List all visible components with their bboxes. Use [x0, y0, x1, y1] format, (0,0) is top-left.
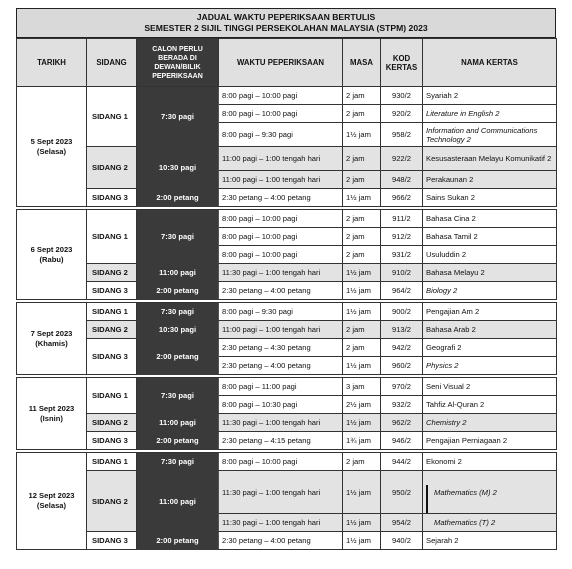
paper-name: Mathematics (T) 2: [434, 518, 496, 527]
arrival-time-cell: 11:00 pagi: [137, 264, 219, 282]
paper-code-cell: 950/2: [381, 471, 423, 514]
paper-name-cell: [423, 357, 557, 375]
paper-code-cell: 913/2: [381, 321, 423, 339]
exam-time-cell: 2:30 petang – 4:15 petang: [219, 432, 343, 450]
paper-code-cell: 970/2: [381, 378, 423, 396]
table-row: [17, 147, 557, 171]
session-cell: SIDANG 3: [87, 339, 137, 375]
paper-code-cell: 962/2: [381, 414, 423, 432]
header-calon: CALON PERLU BERADA DI DEWAN/BILIK PEPERIKSAAN: [137, 39, 219, 87]
paper-name-cell: [423, 303, 557, 321]
paper-code-cell: 910/2: [381, 264, 423, 282]
exam-date: 5 Sept 2023: [30, 136, 73, 146]
session-cell: SIDANG 1: [87, 210, 137, 264]
table-row: [17, 282, 557, 300]
table-row: [17, 189, 557, 207]
paper-name-cell: [423, 378, 557, 396]
timetable-table: [16, 38, 557, 550]
exam-day: (Isnin): [40, 413, 63, 423]
paper-name: Bahasa Arab 2: [426, 325, 476, 334]
arrival-time-cell: 10:30 pagi: [137, 147, 219, 189]
session-cell: SIDANG 2: [87, 471, 137, 532]
exam-time-cell: 2:30 petang – 4:30 petang: [219, 339, 343, 357]
arrival-time-cell: 2:00 petang: [137, 532, 219, 550]
header-nama: NAMA KERTAS: [423, 39, 557, 87]
duration-cell: 2 jam: [343, 228, 381, 246]
table-row: [17, 339, 557, 357]
paper-code-cell: 932/2: [381, 396, 423, 414]
date-cell: [17, 87, 87, 207]
paper-code-cell: 944/2: [381, 453, 423, 471]
session-cell: SIDANG 2: [87, 321, 137, 339]
paper-name-cell: [423, 210, 557, 228]
duration-cell: 1½ jam: [343, 357, 381, 375]
paper-name-cell: [423, 228, 557, 246]
paper-code-cell: 900/2: [381, 303, 423, 321]
exam-time-cell: 8:00 pagi – 9:30 pagi: [219, 123, 343, 147]
exam-time-cell: 8:00 pagi – 9:30 pagi: [219, 303, 343, 321]
paper-code-cell: 911/2: [381, 210, 423, 228]
exam-date: 11 Sept 2023: [28, 403, 75, 413]
timetable-title: [16, 8, 556, 38]
duration-cell: 1¾ jam: [343, 432, 381, 450]
session-cell: SIDANG 3: [87, 189, 137, 207]
paper-name-cell: [423, 189, 557, 207]
header-sidang: SIDANG: [87, 39, 137, 87]
paper-name-cell: [423, 339, 557, 357]
header-tarikh: TARIKH: [17, 39, 87, 87]
duration-cell: 2 jam: [343, 210, 381, 228]
paper-code-cell: 948/2: [381, 171, 423, 189]
paper-name-cell: [423, 147, 557, 171]
title-line-2: SEMESTER 2 SIJIL TINGGI PERSEKOLAHAN MALAYSIA (STPM) 2023: [144, 23, 428, 33]
table-row: [17, 432, 557, 450]
table-row: [17, 378, 557, 396]
duration-cell: 1½ jam: [343, 414, 381, 432]
paper-name: Seni Visual 2: [426, 382, 471, 391]
arrival-time-cell: 7:30 pagi: [137, 210, 219, 264]
exam-time-cell: 8:00 pagi – 10:00 pagi: [219, 105, 343, 123]
duration-cell: 1½ jam: [343, 264, 381, 282]
arrival-time-cell: 7:30 pagi: [137, 453, 219, 471]
paper-name-wrap: [426, 471, 553, 513]
table-row: [17, 87, 557, 105]
session-cell: SIDANG 2: [87, 414, 137, 432]
paper-code-cell: 946/2: [381, 432, 423, 450]
arrival-time-cell: 11:00 pagi: [137, 471, 219, 532]
paper-name-cell: [423, 514, 557, 532]
paper-name: Pengajian Am 2: [426, 307, 480, 316]
session-cell: SIDANG 1: [87, 378, 137, 414]
exam-time-cell: 11:00 pagi – 1:00 tengah hari: [219, 171, 343, 189]
duration-cell: 2 jam: [343, 453, 381, 471]
date-cell: [17, 210, 87, 300]
paper-name: Physics 2: [426, 361, 459, 370]
exam-date: 7 Sept 2023: [30, 328, 73, 338]
session-cell: SIDANG 3: [87, 432, 137, 450]
arrival-time-cell: 11:00 pagi: [137, 414, 219, 432]
duration-cell: 2 jam: [343, 105, 381, 123]
exam-day: (Khamis): [35, 338, 68, 348]
paper-name-cell: [423, 105, 557, 123]
exam-time-cell: 8:00 pagi – 10:00 pagi: [219, 453, 343, 471]
date-cell: [17, 378, 87, 450]
paper-name: Perakaunan 2: [426, 175, 474, 184]
paper-name-cell: [423, 246, 557, 264]
exam-time-cell: 8:00 pagi – 10:30 pagi: [219, 396, 343, 414]
paper-name-cell: [423, 87, 557, 105]
header-waktu: WAKTU PEPERIKSAAN: [219, 39, 343, 87]
paper-name: Chemistry 2: [426, 418, 467, 427]
duration-cell: 3 jam: [343, 378, 381, 396]
paper-name-cell: [423, 414, 557, 432]
date-cell: [17, 303, 87, 375]
exam-time-cell: 11:30 pagi – 1:00 tengah hari: [219, 264, 343, 282]
session-cell: SIDANG 3: [87, 532, 137, 550]
duration-cell: 2½ jam: [343, 396, 381, 414]
paper-name: Syariah 2: [426, 91, 459, 100]
exam-day: (Rabu): [39, 254, 64, 264]
exam-day: (Selasa): [36, 501, 67, 510]
arrival-time-cell: 2:00 petang: [137, 432, 219, 450]
exam-time-cell: 2:30 petang – 4:00 petang: [219, 189, 343, 207]
duration-cell: 1½ jam: [343, 282, 381, 300]
exam-timetable: [16, 8, 556, 550]
exam-time-cell: 2:30 petang – 4:00 petang: [219, 357, 343, 375]
paper-name: Sejarah 2: [426, 536, 459, 545]
duration-cell: 2 jam: [343, 321, 381, 339]
header-row: [17, 39, 557, 87]
paper-code-cell: 958/2: [381, 123, 423, 147]
bracket-mark: [426, 485, 428, 513]
session-cell: SIDANG 1: [87, 303, 137, 321]
paper-name: Usuluddin 2: [426, 250, 467, 259]
table-row: [17, 453, 557, 471]
exam-time-cell: 11:30 pagi – 1:00 tengah hari: [219, 514, 343, 532]
arrival-time-cell: 7:30 pagi: [137, 378, 219, 414]
date-cell: [17, 453, 87, 550]
paper-name: Bahasa Cina 2: [426, 214, 476, 223]
exam-date: 6 Sept 2023: [30, 244, 73, 254]
duration-cell: 1½ jam: [343, 514, 381, 532]
paper-name-cell: [423, 396, 557, 414]
table-row: [17, 532, 557, 550]
session-cell: SIDANG 1: [87, 453, 137, 471]
exam-time-cell: 11:30 pagi – 1:00 tengah hari: [219, 471, 343, 514]
exam-time-cell: 8:00 pagi – 10:00 pagi: [219, 210, 343, 228]
paper-code-cell: 920/2: [381, 105, 423, 123]
paper-code-cell: 960/2: [381, 357, 423, 375]
paper-name: Tahfiz Al-Quran 2: [426, 400, 485, 409]
paper-name: Pengajian Perniagaan 2: [426, 436, 508, 445]
paper-code-cell: 922/2: [381, 147, 423, 171]
paper-name: Bahasa Tamil 2: [426, 232, 478, 241]
exam-time-cell: 2:30 petang – 4:00 petang: [219, 282, 343, 300]
paper-name: Information and Communications Technology 2: [426, 125, 538, 144]
paper-name: Geografi 2: [426, 343, 462, 352]
exam-time-cell: 8:00 pagi – 10:00 pagi: [219, 246, 343, 264]
paper-name-wrap: [426, 518, 553, 527]
exam-time-cell: 2:30 petang – 4:00 petang: [219, 532, 343, 550]
title-line-1: JADUAL WAKTU PEPERIKSAAN BERTULIS: [196, 12, 376, 22]
arrival-time-cell: 7:30 pagi: [137, 87, 219, 147]
header-kod: KOD KERTAS: [381, 39, 423, 87]
arrival-time-cell: 2:00 petang: [137, 189, 219, 207]
paper-name-cell: [423, 471, 557, 514]
session-cell: SIDANG 3: [87, 282, 137, 300]
paper-name: Sains Sukan 2: [426, 193, 475, 202]
table-row: [17, 210, 557, 228]
paper-code-cell: 931/2: [381, 246, 423, 264]
paper-code-cell: 940/2: [381, 532, 423, 550]
paper-name: Bahasa Melayu 2: [426, 268, 485, 277]
duration-cell: 1½ jam: [343, 471, 381, 514]
paper-name-cell: [423, 532, 557, 550]
duration-cell: 1½ jam: [343, 189, 381, 207]
paper-code-cell: 966/2: [381, 189, 423, 207]
exam-date: 12 Sept 2023: [28, 491, 75, 500]
duration-cell: 1½ jam: [343, 123, 381, 147]
arrival-time-cell: 10:30 pagi: [137, 321, 219, 339]
paper-name: Literature in English 2: [426, 109, 500, 118]
table-row: [17, 414, 557, 432]
session-cell: SIDANG 2: [87, 264, 137, 282]
duration-cell: 2 jam: [343, 171, 381, 189]
paper-name: Ekonomi 2: [426, 457, 462, 466]
paper-name-cell: [423, 432, 557, 450]
table-row: [17, 303, 557, 321]
exam-time-cell: 11:00 pagi – 1:00 tengah hari: [219, 147, 343, 171]
paper-name: Mathematics (M) 2: [434, 487, 497, 497]
duration-cell: 2 jam: [343, 246, 381, 264]
exam-day: (Selasa): [36, 146, 67, 156]
exam-time-cell: 11:00 pagi – 1:00 tengah hari: [219, 321, 343, 339]
paper-code-cell: 942/2: [381, 339, 423, 357]
paper-name-cell: [423, 453, 557, 471]
paper-code-cell: 930/2: [381, 87, 423, 105]
paper-code-cell: 912/2: [381, 228, 423, 246]
paper-name-cell: [423, 123, 557, 147]
arrival-time-cell: 2:00 petang: [137, 339, 219, 375]
duration-cell: 2 jam: [343, 147, 381, 171]
exam-time-cell: 8:00 pagi – 10:00 pagi: [219, 87, 343, 105]
table-row: [17, 471, 557, 514]
exam-time-cell: 11:30 pagi – 1:00 tengah hari: [219, 414, 343, 432]
session-cell: SIDANG 2: [87, 147, 137, 189]
arrival-time-cell: 7:30 pagi: [137, 303, 219, 321]
exam-time-cell: 8:00 pagi – 10:00 pagi: [219, 228, 343, 246]
paper-name-cell: [423, 282, 557, 300]
header-masa: MASA: [343, 39, 381, 87]
paper-name: Biology 2: [426, 286, 458, 295]
table-row: [17, 321, 557, 339]
duration-cell: 2 jam: [343, 339, 381, 357]
session-cell: SIDANG 1: [87, 87, 137, 147]
duration-cell: 1½ jam: [343, 303, 381, 321]
arrival-time-cell: 2:00 petang: [137, 282, 219, 300]
paper-name-cell: [423, 264, 557, 282]
paper-name-cell: [423, 171, 557, 189]
paper-code-cell: 964/2: [381, 282, 423, 300]
table-row: [17, 264, 557, 282]
duration-cell: 1½ jam: [343, 532, 381, 550]
paper-name: Kesusasteraan Melayu Komunikatif 2: [426, 154, 552, 163]
paper-name-cell: [423, 321, 557, 339]
timetable-body: [17, 87, 557, 550]
exam-time-cell: 8:00 pagi – 11:00 pagi: [219, 378, 343, 396]
duration-cell: 2 jam: [343, 87, 381, 105]
paper-code-cell: 954/2: [381, 514, 423, 532]
